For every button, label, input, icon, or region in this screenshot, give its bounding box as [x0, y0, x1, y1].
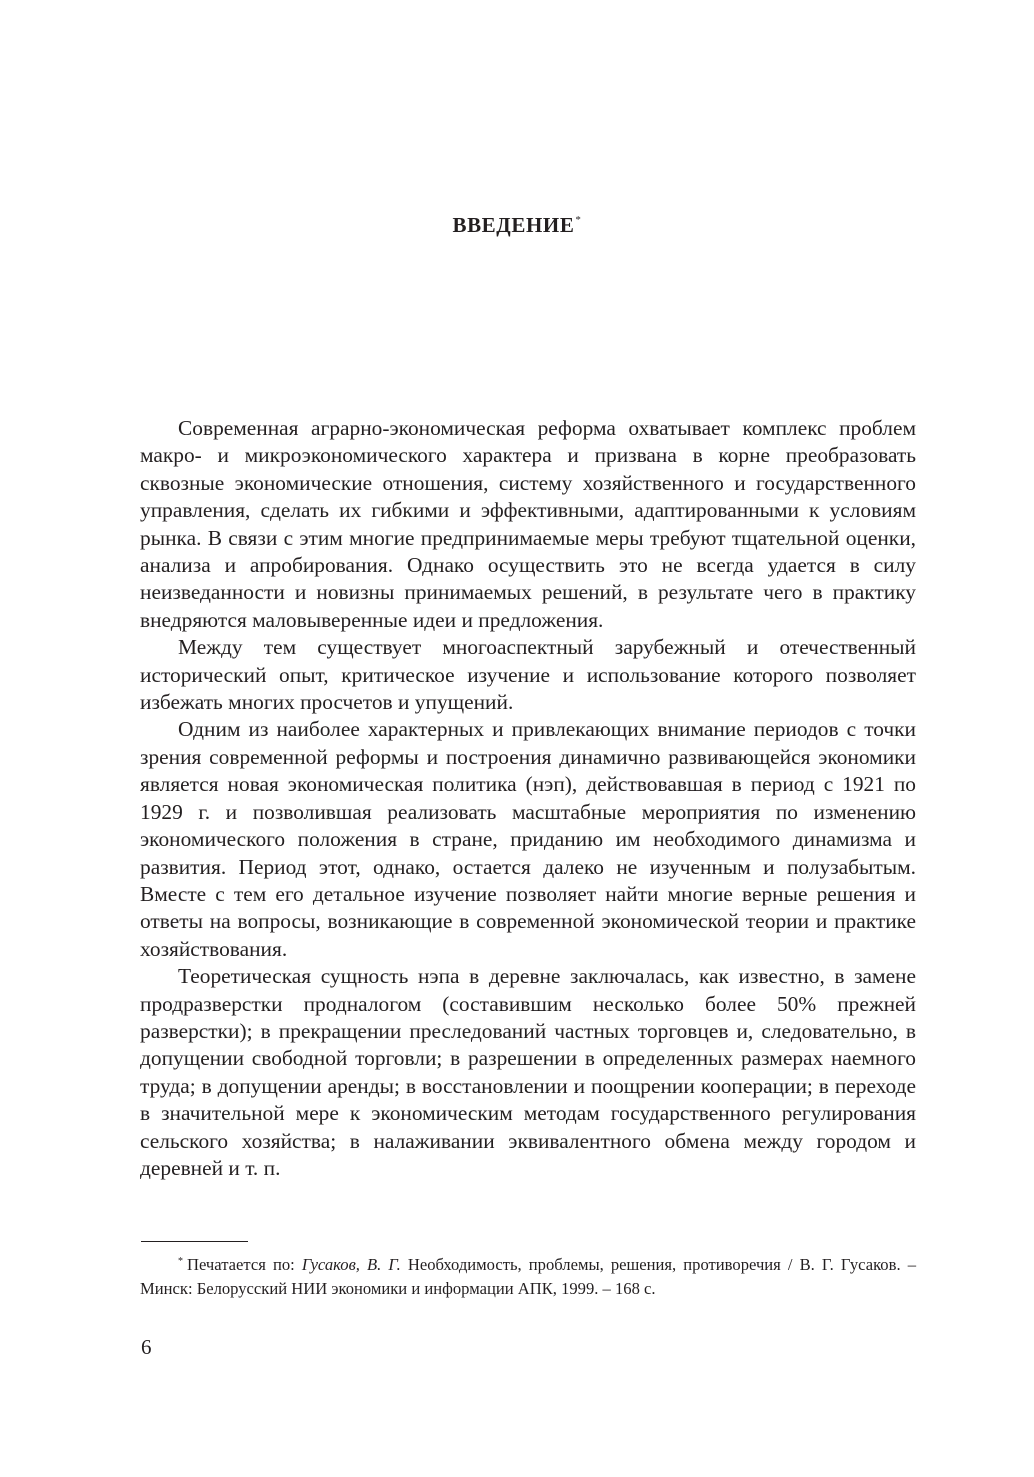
paragraph-1: Современная аграрно-экономическая реформа охватывает комплекс проблем макро- и микроэкономического характера и призвана в корне преобразовать сквозные экономические отношения, систему хозяйственного и государственного управления, сделать их гибкими и эффективными, адаптированными к условиям рынка. В связи с этим многие предпринимаемые меры требуют тщательной оценки, анализа и апробирования. Однако осуществить это не всегда удается в силу неизведанности и новизны принимаемых решений, в результате чего в практику внедряются маловыверенные идеи и предложения.	[140, 416, 916, 632]
page-number: 6	[141, 1335, 152, 1359]
main-text	[140, 415, 916, 1182]
footnote-author: Гусаков, В. Г.	[301, 1255, 401, 1274]
page-title-text: ВВЕДЕНИЕ	[452, 213, 575, 237]
paragraph-3: Одним из наиболее характерных и привлекающих внимание периодов с точки зрения современной реформы и построения динамично развивающейся экономики является новая экономическая политика (нэп), действовавшая в период с 1921 по 1929 г. и позволившая реализовать масштабные мероприятия по изменению экономического положения в стране, приданию им необходимого динамизма и развития. Период этот, однако, остается далеко не изученным и полузабытым. Вместе с тем его детальное изучение позволяет найти многие верные решения и ответы на вопросы, возникающие в современной экономической теории и практике хозяйствования.	[140, 717, 916, 961]
footnote-citation: Необходимость, проблемы, решения, противоречия / В. Г. Гусаков. – Минск: Белорусский НИИ экономики и информации АПК, 1999. – 168 с.	[140, 1255, 916, 1298]
footnote-divider	[141, 1241, 248, 1242]
paragraph-4: Теоретическая сущность нэпа в деревне заключалась, как известно, в замене продразверстки продналогом (составившим несколько более 50% прежней разверстки); в прекращении преследований частных торговцев и, следовательно, в допущении свободной торговли; в разрешении в определенных размерах наемного труда; в допущении аренды; в восстановлении и поощрении кооперации; в переходе в значительной мере к экономическим методам государственного регулирования сельского хозяйства; в налаживании эквивалентного обмена между городом и деревней и т. п.	[140, 964, 916, 1180]
paragraph-2: Между тем существует многоаспектный зарубежный и отечественный исторический опыт, критическое изучение и использование которого позволяет избежать многих просчетов и упущений.	[140, 635, 916, 715]
page-title	[0, 205, 1034, 240]
title-footnote-marker[interactable]: *	[575, 214, 582, 226]
footnote-prefix: Печатается по:	[187, 1255, 302, 1274]
footnote-marker: *	[178, 1256, 183, 1267]
footnote	[140, 1250, 916, 1301]
